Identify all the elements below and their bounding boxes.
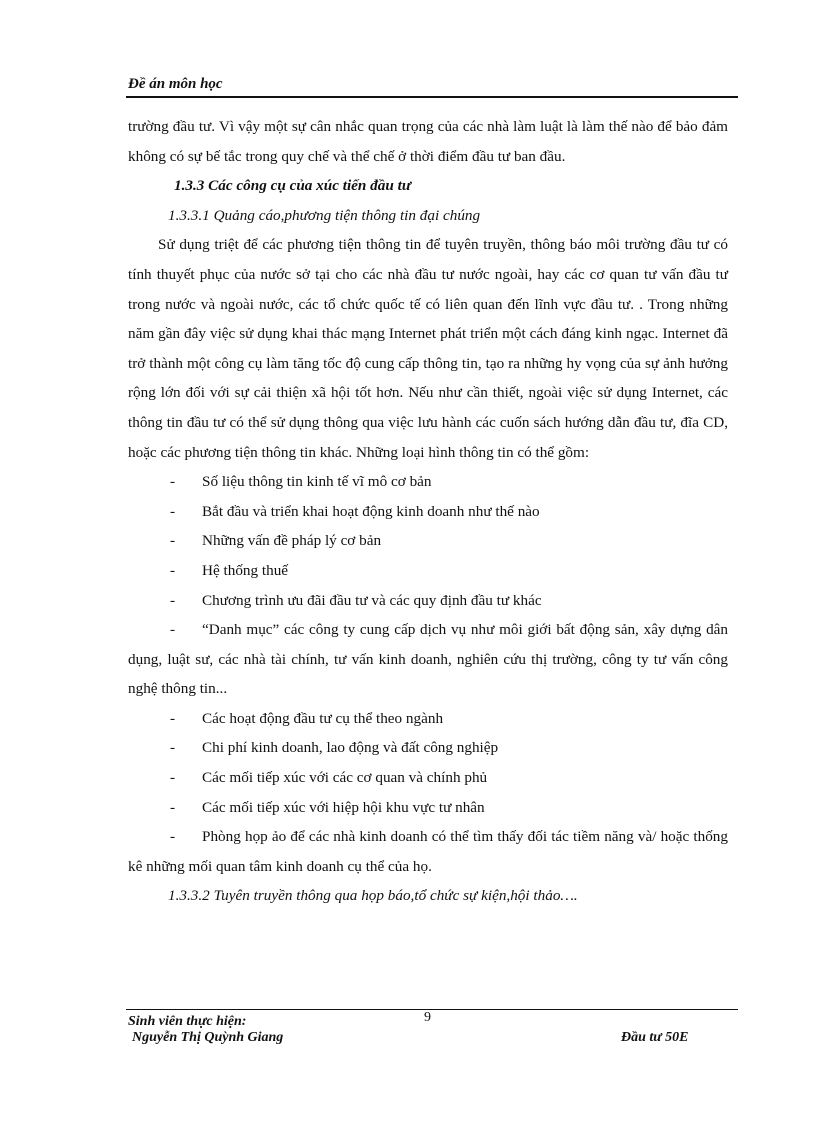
bullet-dash: - <box>170 621 176 639</box>
bullet-dash: - <box>170 591 176 609</box>
list-item-text: “Danh mục” các công ty cung cấp dịch vụ như môi giới bất động sản, xây dựng dân dụng, luật sư, các nhà tài chính, tư vấn kinh doanh, nghiên cứu thị trường, công ty tư vấn công nghệ thông tin... <box>128 621 728 698</box>
footer-label: Sinh viên thực hiện: <box>128 1014 247 1029</box>
student-name: Nguyễn Thị Quỳnh Giang <box>132 1030 284 1045</box>
list-item-text: Chương trình ưu đãi đầu tư và các quy định đầu tư khác <box>202 591 542 609</box>
bullet-dash: - <box>170 502 176 520</box>
list-item <box>128 733 728 763</box>
section-heading: 1.3.3 Các công cụ của xúc tiến đầu tư <box>174 177 411 195</box>
list-item <box>128 556 728 586</box>
list-item <box>128 526 728 556</box>
list-item-text: Các hoạt động đầu tư cụ thể theo ngành <box>202 709 444 727</box>
bullet-dash: - <box>170 561 176 579</box>
header-title: Đề án môn học <box>128 76 223 92</box>
bullet-dash: - <box>170 798 176 816</box>
bullet-dash: - <box>170 532 176 550</box>
list-item <box>128 586 728 616</box>
subsection-1-paragraph: Sử dụng triệt để các phương tiện thông tin để tuyên truyền, thông báo môi trường đầu tư có tính thuyết phục của nước sở tại cho các nhà đầu tư nước ngoài, hay các cơ quan tư vấn đầu tư trong nước và ngoài nước, các tổ chức quốc tế có liên quan đến lĩnh vực đầu tư. . Trong những năm gần đây việc sử dụng khai thác mạng Internet phát triển một cách đáng kinh ngạc. Internet đã trở thành một công cụ làm tăng tốc độ cung cấp thông tin, tạo ra những hy vọng của sự ảnh hưởng rộng lớn đối với sự cải thiện xã hội tốt hơn. Nếu như cần thiết, ngoài việc sử dụng Internet, các thông tin đầu tư có thể sử dụng thông qua việc lưu hành các cuốn sách hướng dẫn đầu tư, đĩa CD, hoặc các phương tiện thông tin khác. Những loại hình thông tin có thể gồm: <box>128 236 728 461</box>
list-item <box>128 467 728 497</box>
list-item <box>128 615 728 704</box>
list-item-text: Những vấn đề pháp lý cơ bản <box>202 532 382 550</box>
bullet-dash: - <box>170 828 176 846</box>
list-item-text: Phòng họp ảo để các nhà kinh doanh có thể tìm thấy đối tác tiềm năng và/ hoặc thống kê những mối quan tâm kinh doanh cụ thể của họ. <box>128 828 728 875</box>
list-item <box>128 822 728 881</box>
list-item-text: Bắt đầu và triển khai hoạt động kinh doanh như thế nào <box>202 502 540 520</box>
bullet-dash: - <box>170 709 176 727</box>
bullet-dash: - <box>170 473 176 491</box>
bullet-dash: - <box>170 739 176 757</box>
intro-paragraph: trường đầu tư. Vì vậy một sự cân nhắc quan trọng của các nhà làm luật là làm thế nào để bảo đảm không có sự bế tắc trong quy chế và thể chế ở thời điểm đầu tư ban đầu. <box>128 118 728 165</box>
page-number: 9 <box>424 1010 431 1025</box>
bullet-dash: - <box>170 769 176 787</box>
document-body <box>128 112 728 911</box>
class-name: Đầu tư 50E <box>621 1030 689 1045</box>
list-item <box>128 704 728 734</box>
header-divider <box>126 96 738 98</box>
list-item <box>128 763 728 793</box>
list-item <box>128 497 728 527</box>
list-item <box>128 793 728 823</box>
list-item-text: Hệ thống thuế <box>202 561 289 579</box>
subsection-2-heading: 1.3.3.2 Tuyên truyền thông qua họp báo,tổ chức sự kiện,hội thảo…. <box>168 887 578 905</box>
footer-divider <box>126 1009 738 1010</box>
list-item-text: Chi phí kinh doanh, lao động và đất công nghiệp <box>202 739 499 757</box>
subsection-1-heading: 1.3.3.1 Quảng cáo,phương tiện thông tin đại chúng <box>168 206 481 224</box>
list-item-text: Số liệu thông tin kinh tế vĩ mô cơ bản <box>202 473 432 491</box>
list-item-text: Các mối tiếp xúc với các cơ quan và chính phủ <box>202 769 488 787</box>
list-item-text: Các mối tiếp xúc với hiệp hội khu vực tư nhân <box>202 798 485 816</box>
